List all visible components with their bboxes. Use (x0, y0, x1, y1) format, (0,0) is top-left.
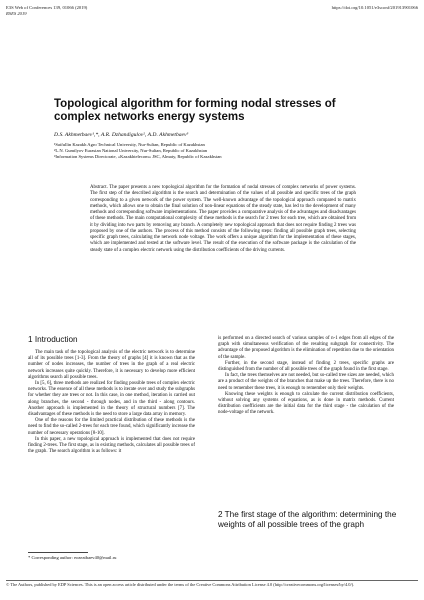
paragraph: Knowing these weights is enough to calculate the current distribution coefficients, without solving any systems of equations, as is done in matrix methods. Current distribution coefficients are the initial data for the third stage - the calculation of the node-voltage of the network. (218, 391, 394, 416)
abstract: Abstract. The paper presents a new topological algorithm for the formation of nodal stresses of complex networks of power systems. The first step of the described algorithm is the search and determination of the values of all possible and specific trees of the graph corresponding to a given network of the power system. The well-known advantage of the topological approach compared to matrix methods, which allows one to obtain the final solution of non-linear equations of the steady state, has led to the development of many methods and corresponding software implementations. The paper provides a comparative analysis of the advantages and disadvantages of these methods. The main computational complexity of these methods is the search for 2 trees for each tree, which are obtained from it by dividing into two parts by removing any branch. A completely new topological approach that does not require finding 2 trees was proposed by one of the authors. The process of this method consists of the following steps: finding all possible graph trees, selecting specific graph trees, calculating the network node voltage. The work offers a unique algorithm for the implementation of these stages, which are implemented and tested at the software level. The result of the execution of the software package is the calculation of the steady state of a complex electric network using the distribution coefficients of the driving currents. (90, 185, 356, 253)
paragraph: Further, in the second stage, instead of finding 2 trees, specific graphs are distinguished from the number of all possible trees of the graph found in the first stage. (218, 360, 394, 373)
affiliation-3: ³Information Systems Directorate, «Kazakhtelecom» JSC, Almaty, Republic of Kazakhstan (54, 154, 222, 159)
corresponding-author-footnote: * Corresponding author: eozeatbaev40@mail.ru (28, 555, 117, 560)
paragraph: In this paper, a new topological approach is implemented that does not require finding 2-trees. The first stage, as in existing methods, calculates all possible trees of the graph. The search algorithm is as follows: it (28, 436, 195, 455)
section-title-first-stage: 2 The first stage of the algorithm: determining the weights of all possible trees of the graph (218, 510, 397, 529)
author-list: D.S. Akhmetbaev¹,*, A.R. Dzhandigulov², A.D. Akhmetbaev³ (54, 132, 189, 138)
affiliation-1: ¹Saifullin Kazakh Agro Technical University, Nur-Sultan, Republic of Kazakhstan (54, 142, 205, 147)
section-title-introduction: 1 Introduction (28, 335, 78, 344)
doi-link[interactable]: https://doi.org/10.1051/e3sconf/201913901066 (331, 5, 418, 10)
paragraph: In fact, the trees themselves are not needed, but so-called tree sizes are needed, which are a product of the weights of the branches that make up the trees. Therefore, there is no need to remember these trees, it is enough to remember only their weights. (218, 373, 394, 391)
footnote-divider (28, 552, 88, 553)
right-column (218, 336, 394, 417)
footer-divider (6, 580, 418, 581)
license-footer: © The Authors, published by EDP Sciences. This is an open access article distributed under the terms of the Creative Commons Attribution License 4.0 (http://creativecommons.org/licenses/by/4.0/). (6, 582, 355, 587)
paragraph: is performed on a directed search of various samples of n-1 edges from all edges of the graph with simultaneous verification of the resulting subgraph for connectivity. The advantage of the proposed algorithm is the elimination of repetition due to the orientation of the sample. (218, 336, 394, 360)
conference-name: RSES 2019 (6, 11, 27, 16)
paragraph: The main task of the topological analysis of the electric network is to determine all of its possible trees [1-3]. From the theory of graphs [4] it is known that as the number of nodes increases, the number of trees in the graph of a real electric network increases quite quickly. Therefore, it is necessary to develop more efficient algorithms search all possible trees. (28, 350, 195, 380)
left-column (28, 350, 195, 455)
paragraph: In [5, 6], three methods are realized for finding possible trees of complex electric networks. The essence of all these methods is to iterate over and study the subgraphs for whether they are trees or not. In this case, in one method, iteration is carried out along branches, the second - through nodes, and in the third - along contours. Another approach is implemented in the theory of structural numbers [7]. The disadvantages of these methods is the need to store a large data array in memory. (28, 381, 195, 418)
journal-header: E3S Web of Conferences 139, 01066 (2019) (6, 5, 88, 10)
paragraph: One of the reasons for the limited practical distribution of these methods is the need to find the so-called 2-trees for each tree found, which significantly increase the number of necessary operations [8-10]. (28, 418, 195, 436)
affiliation-2: ²L.N. Gumilyov Eurasian National University, Nur-Sultan, Republic of Kazakhstan (54, 148, 208, 153)
paper-title: Topological algorithm for forming nodal stresses of complex networks energy systems (54, 98, 336, 123)
